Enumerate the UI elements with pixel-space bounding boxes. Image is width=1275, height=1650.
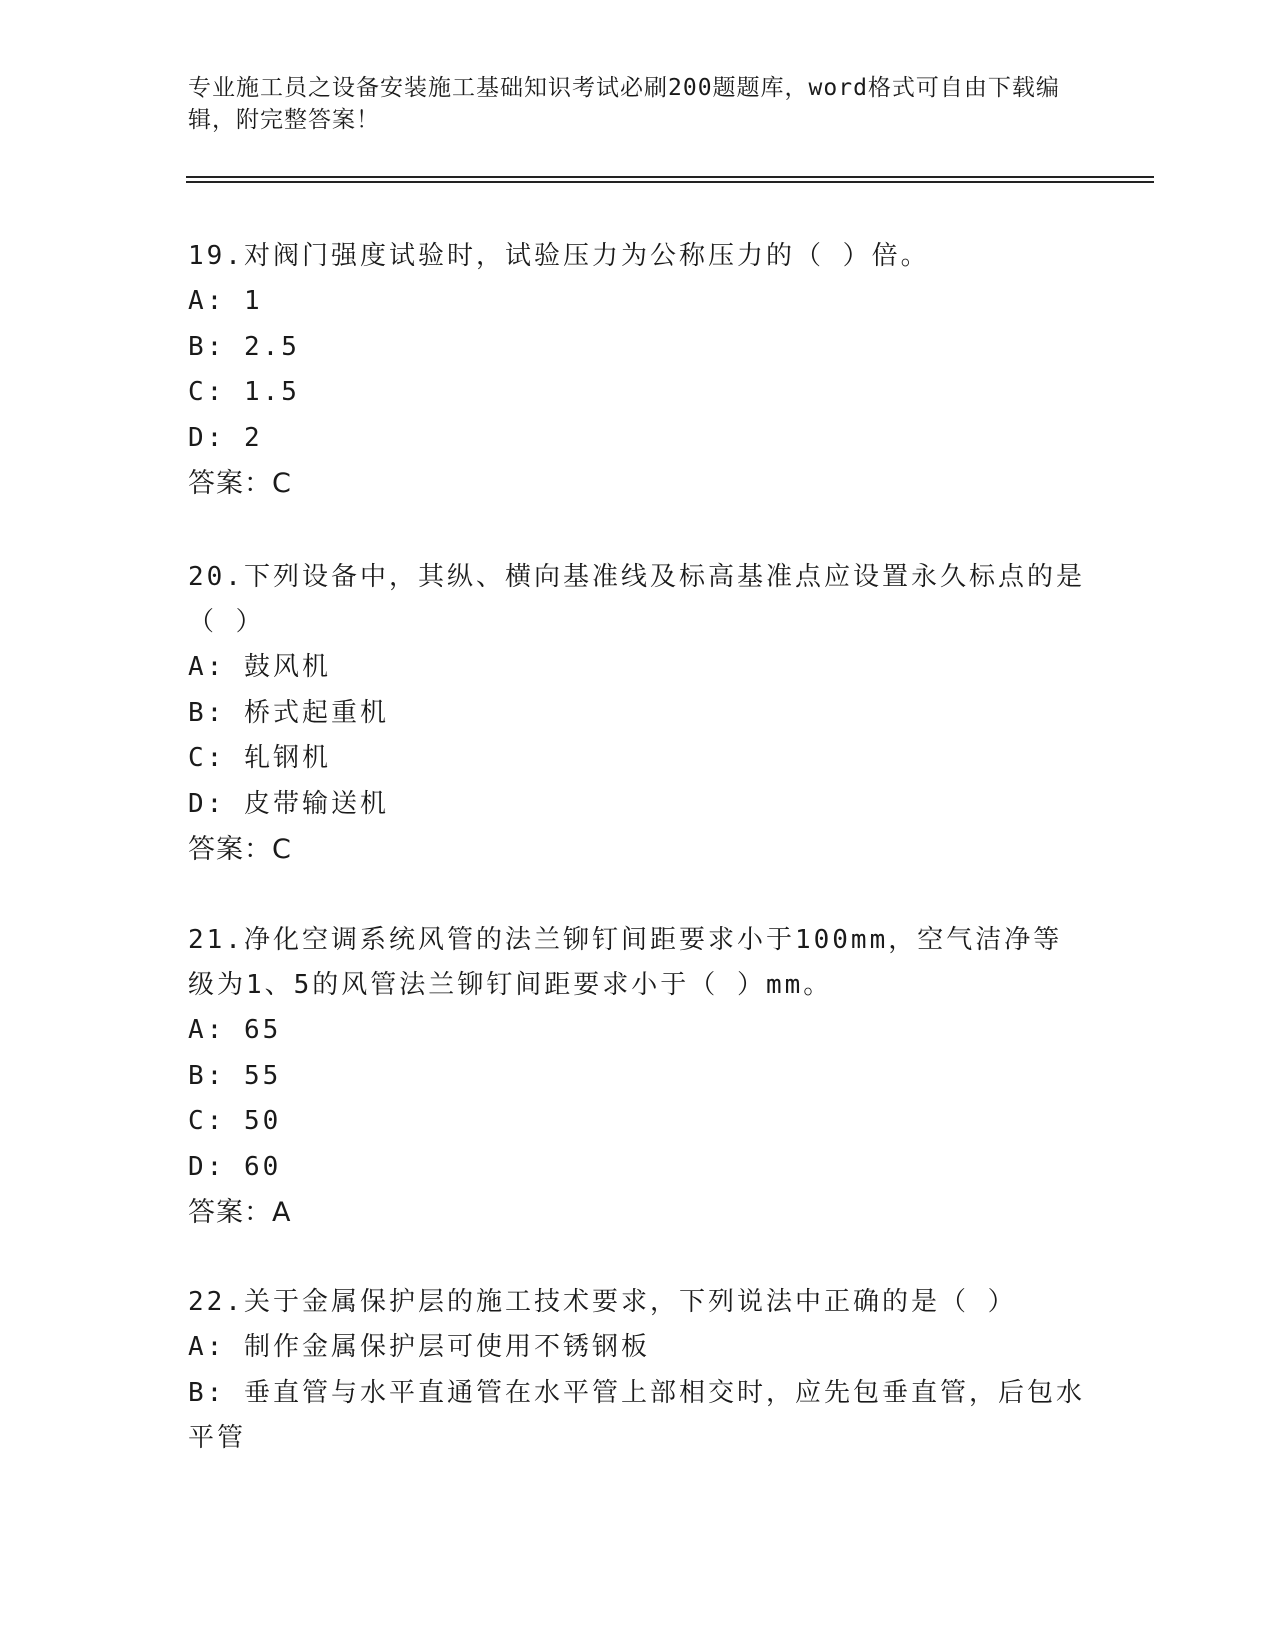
option-a: A: 制作金属保护层可使用不锈钢板 (188, 1332, 650, 1362)
question-stem: 22.关于金属保护层的施工技术要求，下列说法中正确的是（ ） (188, 1287, 1017, 1317)
question-20 (188, 555, 1088, 873)
option-d: D: 2 (188, 422, 263, 453)
header-divider-bottom (186, 181, 1154, 183)
question-stem: 19.对阀门强度试验时，试验压力为公称压力的（ ）倍。 (188, 241, 930, 271)
option-c: C: 1.5 (188, 377, 300, 407)
question-stem: 21.净化空调系统风管的法兰铆钉间距要求小于100mm，空气洁净等级为1、5的风管法兰铆钉间距要求小于（ ）mm。 (188, 925, 1063, 1000)
answer-line: 答案：C (188, 834, 292, 865)
option-b: B: 55 (188, 1060, 282, 1091)
option-d: D: 皮带输送机 (188, 788, 389, 819)
question-stem: 20.下列设备中，其纵、横向基准线及标高基准点应设置永久标点的是（ ） (188, 562, 1085, 637)
option-c: C: 50 (188, 1106, 282, 1136)
answer-line: 答案：C (188, 468, 292, 499)
option-b: B: 2.5 (188, 331, 300, 362)
option-a: A: 鼓风机 (188, 652, 331, 682)
option-b: B: 桥式起重机 (188, 697, 389, 728)
answer-line: 答案：A (188, 1197, 292, 1228)
option-b: B: 垂直管与水平直通管在水平管上部相交时，应先包垂直管，后包水平管 (188, 1377, 1085, 1453)
question-22 (188, 1280, 1088, 1462)
option-c: C: 轧钢机 (188, 743, 331, 773)
option-a: A: 65 (188, 1015, 282, 1045)
option-d: D: 60 (188, 1151, 282, 1182)
document-header: 专业施工员之设备安装施工基础知识考试必刷200题题库，word格式可自由下载编辑，附完整答案！ (188, 75, 1060, 133)
option-a: A: 1 (188, 286, 263, 316)
question-19 (188, 234, 1088, 507)
question-21 (188, 918, 1088, 1236)
header-divider-top (186, 176, 1154, 178)
